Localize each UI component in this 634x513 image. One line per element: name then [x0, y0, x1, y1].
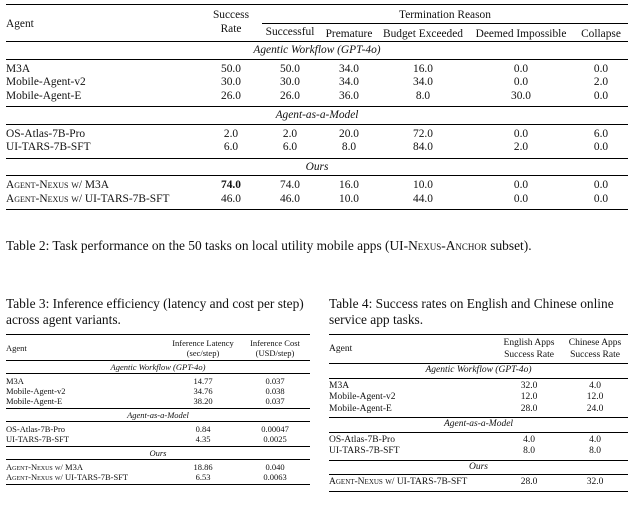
table-row: Agent-Nexus w/ UI-TARS-7B-SFT 6.53 0.0063 — [6, 472, 310, 485]
table-3 — [6, 334, 310, 485]
chinese-apps-header: Chinese Apps Success Rate — [562, 335, 628, 364]
section-title: Agentic Workflow (GPT-4o) — [329, 364, 628, 379]
english-apps-header: English Apps Success Rate — [496, 335, 562, 364]
reason-collapse-header: Collapse — [581, 27, 621, 40]
table-row: OS-Atlas-7B-Pro 0.84 0.00047 — [6, 422, 310, 435]
table-row: UI-TARS-7B-SFT 4.35 0.0025 — [6, 434, 287, 444]
table-row: M3A 50.0 50.0 34.0 16.0 0.0 0.0 — [6, 59, 628, 76]
table-row: Mobile-Agent-v2 34.76 0.038 — [6, 386, 285, 396]
table-row: UI-TARS-7B-SFT 8.0 8.0 — [329, 446, 601, 456]
cost-header: Inference Cost (USD/step) — [240, 335, 310, 361]
table-row: Mobile-Agent-E 26.0 26.0 36.0 8.0 30.0 0.0 — [6, 89, 609, 102]
table-4 — [329, 334, 628, 492]
table-2-caption: Table 2: Task performance on the 50 tasks on local utility mobile apps (UI-Nexus-Anchor subset). — [6, 238, 532, 253]
table-2 — [6, 4, 628, 210]
section-title: Agentic Workflow (GPT-4o) — [6, 42, 628, 60]
table-row: M3A 32.0 4.0 — [329, 378, 628, 392]
section-title: Agentic Workflow (GPT-4o) — [6, 361, 310, 374]
table-row: Agent-Nexus w/ M3A 74.0 74.0 16.0 10.0 0.0 0.0 — [6, 176, 628, 193]
section-title: Agent-as-a-Model — [6, 409, 310, 422]
reason-successful-header: Successful — [265, 25, 315, 38]
agent-header: Agent — [329, 335, 496, 364]
table-row: OS-Atlas-7B-Pro 4.0 4.0 — [329, 432, 628, 446]
table-3-caption: Table 3: Inference efficiency (latency and cost per step) across agent variants. — [6, 296, 304, 327]
success-rate-header: Success Rate — [202, 5, 260, 42]
table-row: OS-Atlas-7B-Pro 2.0 2.0 20.0 72.0 0.0 6.0 — [6, 124, 628, 141]
table-row: M3A 14.77 0.037 — [6, 374, 310, 387]
latency-header: Inference Latency (sec/step) — [166, 335, 240, 361]
table-row: Agent-Nexus w/ UI-TARS-7B-SFT 28.0 32.0 — [329, 475, 628, 492]
agent-header: Agent — [6, 5, 202, 42]
agent-header: Agent — [6, 335, 166, 361]
table-row: Mobile-Agent-E 38.20 0.037 — [6, 396, 285, 406]
table-row: Agent-Nexus w/ UI-TARS-7B-SFT 46.0 46.0 10.0 44.0 0.0 0.0 — [6, 193, 628, 210]
section-title: Ours — [6, 447, 310, 460]
table-row: Agent-Nexus w/ M3A 18.86 0.040 — [6, 460, 310, 473]
table-row: Mobile-Agent-v2 30.0 30.0 34.0 34.0 0.0 2.0 — [6, 76, 609, 88]
table-row: UI-TARS-7B-SFT 6.0 6.0 8.0 84.0 2.0 0.0 — [6, 141, 609, 153]
table-row: Mobile-Agent-E 28.0 24.0 — [329, 403, 604, 414]
table-row: Mobile-Agent-v2 12.0 12.0 — [329, 392, 604, 402]
reason-impossible-header: Deemed Impossible — [475, 27, 567, 40]
section-title: Ours — [329, 460, 628, 475]
reason-budget-header: Budget Exceeded — [382, 27, 464, 40]
table-4-caption: Table 4: Success rates on English and Chinese online service app tasks. — [329, 296, 614, 327]
reason-premature-header: Premature — [325, 27, 373, 40]
section-title: Agent-as-a-Model — [329, 418, 628, 433]
termination-reason-header: Termination Reason — [262, 9, 628, 24]
section-title: Ours — [6, 158, 628, 176]
section-title: Agent-as-a-Model — [6, 107, 628, 125]
